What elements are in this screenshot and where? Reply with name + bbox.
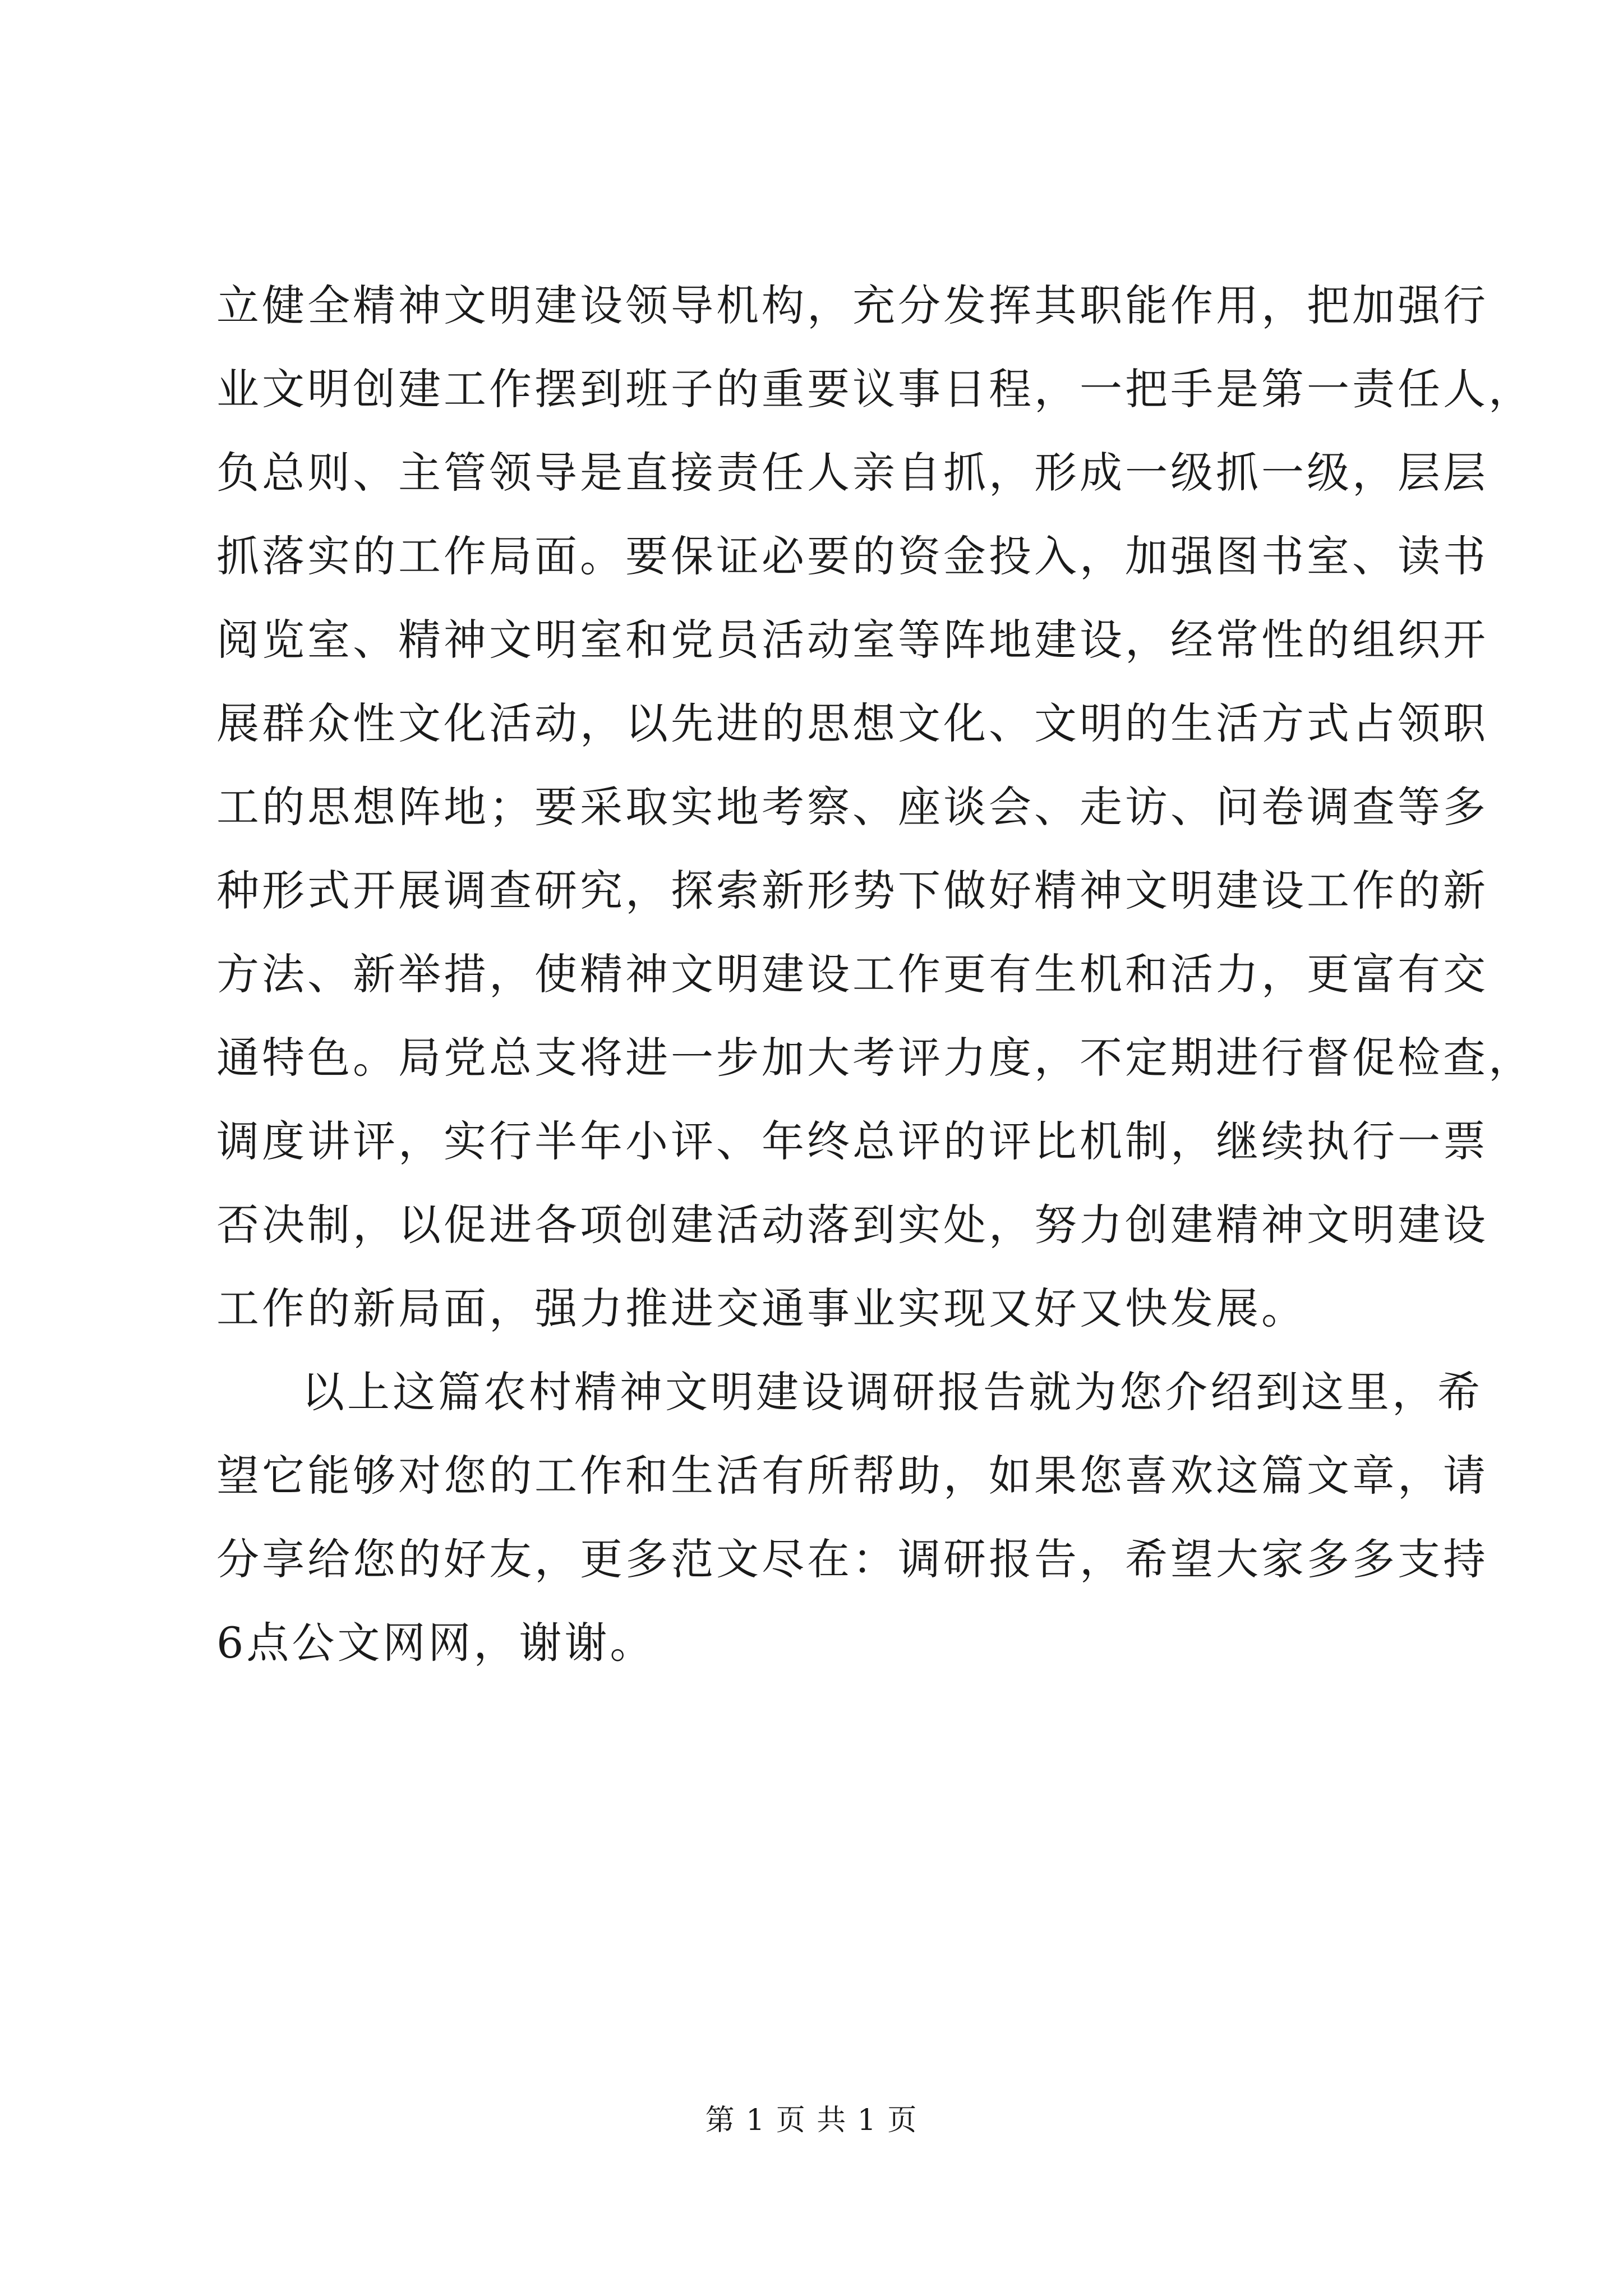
text-line: 工的思想阵地；要采取实地考察、座谈会、走访、问卷调查等多 (216, 782, 1488, 832)
page-number-footer: 第 1 页 共 1 页 (705, 2104, 918, 2137)
text-line: 方法、新举措，使精神文明建设工作更有生机和活力，更富有交 (216, 949, 1488, 999)
text-line: 种形式开展调查研究，探索新形势下做好精神文明建设工作的新 (216, 866, 1488, 915)
paragraph-2 (216, 1350, 1488, 1685)
text-line: 业文明创建工作摆到班子的重要议事日程，一把手是第一责任人， (216, 364, 1534, 414)
text-line: 否决制，以促进各项创建活动落到实处，努力创建精神文明建设 (216, 1200, 1488, 1250)
text-line: 立健全精神文明建设领导机构，充分发挥其职能作用，把加强行 (216, 280, 1488, 330)
text-line: 6点公文网网，谢谢。 (216, 1618, 656, 1668)
text-line: 阅览室、精神文明室和党员活动室等阵地建设，经常性的组织开 (216, 615, 1488, 665)
text-line: 调度讲评，实行半年小评、年终总评的评比机制，继续执行一票 (216, 1116, 1488, 1166)
document-body (216, 264, 1534, 1685)
text-line: 分享给您的好友，更多范文尽在：调研报告，希望大家多多支持 (216, 1534, 1488, 1584)
text-line: 工作的新局面，强力推进交通事业实现又好又快发展。 (216, 1283, 1307, 1333)
text-line: 通特色。局党总支将进一步加大考评力度，不定期进行督促检查， (216, 1033, 1534, 1083)
paragraph-1 (216, 264, 1534, 1350)
text-line: 展群众性文化活动，以先进的思想文化、文明的生活方式占领职 (216, 698, 1488, 748)
text-line: 抓落实的工作局面。要保证必要的资金投入，加强图书室、读书 (216, 531, 1488, 581)
text-line: 以上这篇农村精神文明建设调研报告就为您介绍到这里，希 (302, 1367, 1483, 1417)
text-line: 负总则、主管领导是直接责任人亲自抓，形成一级抓一级，层层 (216, 448, 1488, 498)
text-line: 望它能够对您的工作和生活有所帮助，如果您喜欢这篇文章，请 (216, 1451, 1488, 1501)
